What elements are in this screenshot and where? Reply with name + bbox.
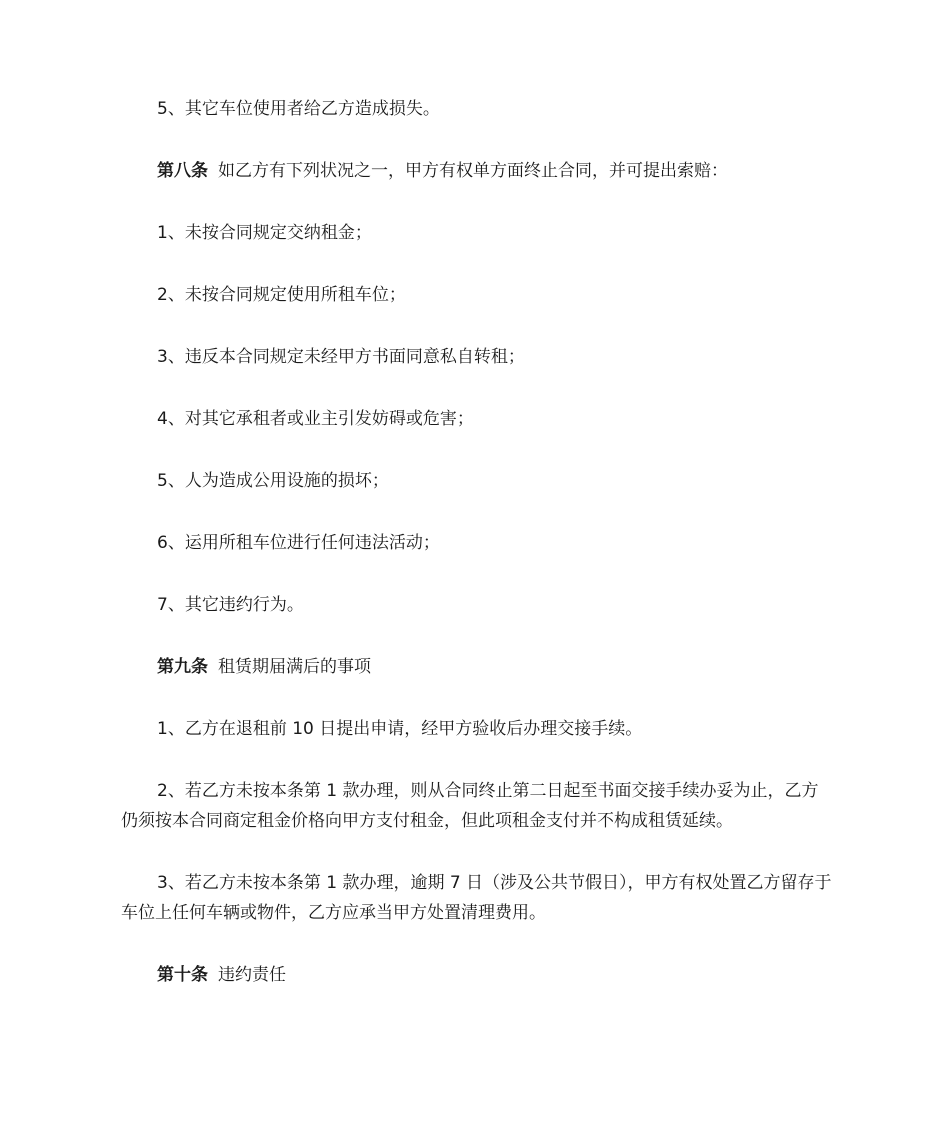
article-text: 违约责任: [218, 965, 286, 985]
clause-text: 6、运用所租车位进行任何违法活动；: [157, 533, 440, 553]
clause-text: 3、违反本合同规定未经甲方书面同意私自转租；: [157, 347, 525, 367]
clause-text: 1、未按合同规定交纳租金；: [157, 223, 372, 243]
clause-text: 3、若乙方未按本条第 1 款办理，逾期 7 日（涉及公共节假日），甲方有权处置乙方留存于车位上任何车辆或物件，乙方应承当甲方处置清理费用。: [121, 873, 832, 923]
clause-item: [121, 342, 833, 372]
clause-text: 7、其它违约行为。: [157, 595, 304, 615]
clause-text: 4、对其它承租者或业主引发妨碍或危害；: [157, 409, 474, 429]
clause-item: [121, 404, 833, 434]
clause-text: 1、乙方在退租前 10 日提出申请，经甲方验收后办理交接手续。: [157, 719, 643, 739]
clause-text: 5、其它车位使用者给乙方造成损失。: [157, 99, 440, 119]
clause-item: [121, 776, 833, 836]
clause-text: 2、若乙方未按本条第 1 款办理，则从合同终止第二日起至书面交接手续办妥为止，乙方仍须按本合同商定租金价格向甲方支付租金，但此项租金支付并不构成租赁延续。: [121, 781, 819, 831]
clause-item: [121, 590, 833, 620]
article-text: 如乙方有下列状况之一，甲方有权单方面终止合同，并可提出索赔：: [218, 161, 728, 181]
clause-item: [121, 280, 833, 310]
clause-item: [121, 94, 833, 124]
clause-item: [121, 218, 833, 248]
article-heading: 第十条: [157, 965, 208, 985]
article-heading-paragraph: [121, 156, 833, 186]
article-text: 租赁期届满后的事项: [218, 657, 371, 677]
article-heading: 第九条: [157, 657, 208, 677]
clause-item: [121, 868, 833, 928]
article-heading-paragraph: [121, 652, 833, 682]
clause-item: [121, 466, 833, 496]
article-heading: 第八条: [157, 161, 208, 181]
clause-item: [121, 714, 833, 744]
clause-text: 5、人为造成公用设施的损坏；: [157, 471, 389, 491]
clause-text: 2、未按合同规定使用所租车位；: [157, 285, 406, 305]
clause-item: [121, 528, 833, 558]
article-heading-paragraph: [121, 960, 833, 990]
